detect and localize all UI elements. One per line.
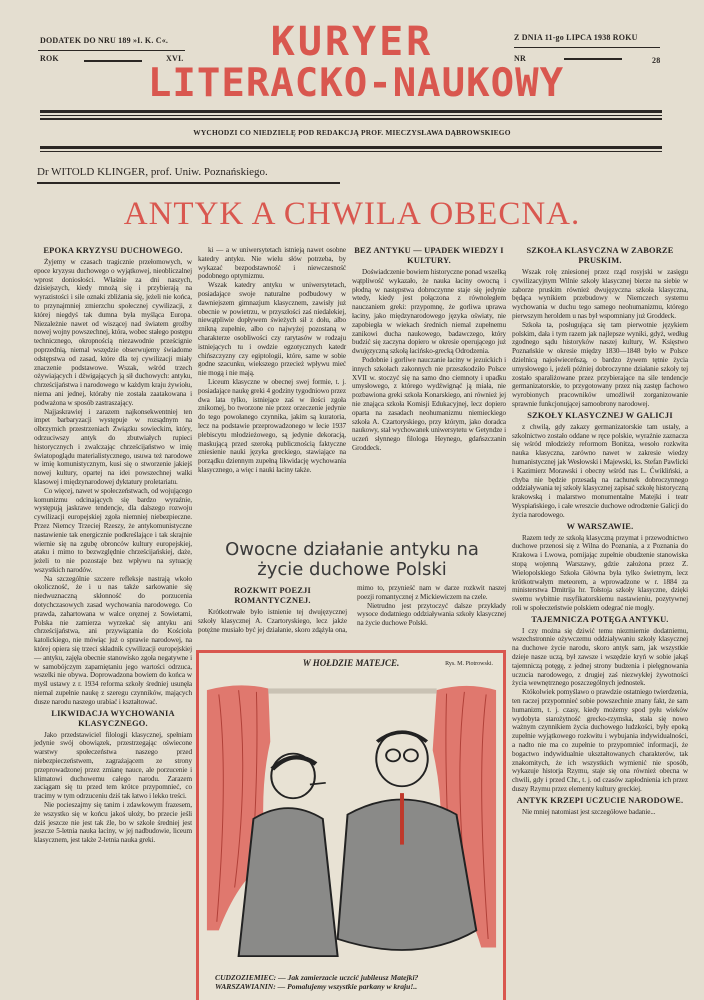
paragraph: Nie mniej natomiast jest szczegółowe badanie... bbox=[522, 807, 656, 816]
section-heading: LIKWIDACJA WYCHOWANIA KLASYCZNEGO. bbox=[51, 708, 175, 728]
supplement-note: DODATEK DO NRU 189 »I. K. C«. bbox=[40, 36, 169, 45]
masthead-title-line1: KURYER bbox=[270, 19, 434, 65]
paragraph: Nie pocieszajmy się tanim i zdawkowym frazesem, że wszystko się w końcu jakoś ułoży, bo przecie jeśli dziś jeszcze nie jest tak źle, bo w szkole średniej jest jeszcze 5-letnia nauka łaciny, w jej nadbudowie, liceum klasycznem, jest także 2-letnia nauka greki. bbox=[34, 801, 192, 845]
paragraph: Na szczególnie szczere refleksje nastrają wkoło okoliczność, że i u nas także sarkowanie się niedwuznaczną skłonność do porzucenia dotychczasowych zasad wychowania narodowego. Co prawda, zahartowana w walce oręznej z Sowietami, Polska nie zamierza wyrzekać się antyku ani chrześcijaństwa, ani przywiązania do Kościoła katolickiego, nie mówiąc już o sprawie narodowej, na której opiera się trzeci składnik cywilizacji europejskiej — antyku, zajęła obecnie stanowisko zgoła negatywne i w samobójczym zapamiętaniu jego wartości odrzuca, wszelki nie obywa. Doprowadzona bowiem do końca w myśl ustawy z r. 1934 reforma szkoły średniej usunęła niemal zupełnie naukę z szeregu czynników, mających dusze narodu naszego urabiać i kształtować. bbox=[34, 574, 192, 706]
column-2-top bbox=[198, 246, 346, 475]
paragraph: Co więcej, nawet w społeczeństwach, od wojującego komunizmu odcinających się bardzo wyraźnie, występują jaskrawe tendencje, dla dalszego rozwoju cywilizacji europejskiej zgoła niemniej niebezpieczne. Przez Niemcy Trzeciej Rzeszy, że antykomunistyczne nastawienie tak energicznie podkreślające i tak skrajnie wiernie się na zgubę obronców kultury europejskiej, ataku i mimo to bezwzględnie chrześcijańskiej, daże, jeżeli to nie pozostaje bez wpływu na sytuację wszystkich narodów. bbox=[34, 486, 192, 574]
column-1 bbox=[34, 244, 192, 845]
section-heading: BEZ ANTYKU — UPADEK WIEDZY I KULTURY. bbox=[354, 246, 504, 265]
column-4 bbox=[512, 244, 688, 817]
paragraph: Wszak rolę zniesionej przez rząd rosyjski w zasięgu cywilizacyjnym Wilnie szkoły klasycznej bierze na siebie w zaborze pruskim również dwujęzyczna szkoła klasyczna, będąca wynikiem przebudowy w Niemczech systemu wychowania w duchu tego samego neohumanizmu, którego pierwszym heroldem u nas był wspomniany już Groddeck. bbox=[512, 268, 688, 320]
section-heading: SZKOŁY KLASYCZNEJ W GALICJI bbox=[527, 410, 673, 420]
cartoon-frame bbox=[196, 650, 506, 1000]
paragraph: I czy można się dziwić temu niezmiernie dodatniemu, wszechstronnie ożywczemu oddziaływaniu szkoły klasycznej na duchowe życie narodu, skoro antyk sam, jak wszystkie dzieje nasze uczą, był zawsze i wszędzie kryń w sobie jakąś tajemniczą potęgę, z jednej strony budzenia i pielęgnowania uczucia narodowego, z drugiej zaś niezwykłej żywotności życia wewnętrznego poszczególnych jednostek. bbox=[512, 626, 688, 688]
year-value: XVI. bbox=[166, 54, 184, 63]
section-heading: W WARSZAWIE. bbox=[566, 521, 634, 531]
masthead-title-line2: LITERACKO-NAUKOWY bbox=[147, 61, 565, 106]
section-heading: ROZKWIT POEZJI ROMANTYCZNEJ. bbox=[234, 586, 311, 605]
paragraph: Jako przedstawiciel filologji klasycznej, spełniam jedynie swój obowiązek, przestrzegając oświecone warstwy społeczeństwa naszego przed niebezpieczeństwem, zagrażającem ze strony przeprowadzonej przez zmianę nauce, ale porzucenie i klimatowi duchowemu całego narodu. Zarazem zaciągam się tu przed tem krótce przypomnieć, co tracimy w tym odrzuceniu dziś tak łatwo i lekko treści. bbox=[34, 730, 192, 801]
paragraph: ki — a w uniwersytetach istnieją nawet osobne katedry antyku. Nie wielu słów potrzeba, by wykazać bezpodstawność i niewczesność podobnego optymizmu. bbox=[198, 246, 346, 281]
cartoon-title: W HOŁDZIE MATEJCE. bbox=[302, 658, 400, 668]
number-label: NR bbox=[514, 54, 526, 63]
paragraph: Doświadczenie bowiem historyczne ponad wszelką wątpliwość wykazało, że nauka łaciny owocną i płodną w następstwa dobroczynne staje się jedynie wtedy, kiedy jest połączona z równoległem nauczaniem greki: przypomnę, że gorliwa uprawa łaciny, jako międzynarodowego języka oświaty, nie zapobiegła w wiekach średnich niemal zupełnemu zanikowi ducha naukowego, badawczego, który budzić się zaczyna dopiero w okresie operującego już dwujęzyczną szkołą łacińsko-grecką Odrodzenia. bbox=[352, 268, 506, 356]
paragraph: z chwilą, gdy zakazy germanizatorskie tam ustały, a szkolnictwo zostało oddane w ręce polskie, wyraźnie zaznacza się wśród młodzieży reformom Bonitza, wesoło rozkwita nauka klasyczna, zarówno nawet w zakresie wiedzy humanistycznej jak Wesłowski i Majewski, ks. Stefan Pawlicki i Kazimierz Morawski i obecny wśród nas L. Ćwikliński, a chyba nie będzie przesadą na rachunek dobroczynnego oddziaływania tej szkoły klasycznej zapisać szkołę historyczną krakowską i malarstwo monumentalne Matejki i teatr Wyspiańskiego, i całe wreszcie duchowe odrodzenie Galicji do życia narodowego. bbox=[512, 422, 688, 519]
paragraph: Najjaskrawiej i zarazem najkonsekwentniej ten impet barbaryzacji występuje w rozsądnym na olbrzymich przestrzeniach Związku sowieckim, który, odrzuciwszy antyk do zbutwiałych rupieci historycznych i zwalczając chrześcijaństwo w imię światopoglądu materialistycznego, usuwa też narodowe w imię komunistycznym, kusi się o stworzenie jakiejś nowej kultury, opartej na idei powszechnej walki klasowej i międzynarodowej dyktatury proletariatu. bbox=[34, 407, 192, 486]
author-byline: Dr WITOLD KLINGER, prof. Uniw. Poznańskiego. bbox=[37, 166, 268, 178]
subheadline: Owocne działanie antyku na życie duchowe Polski bbox=[225, 539, 479, 580]
paragraph: Liceum klasyczne w obecnej swej formie, t. j. posiadające naukę greki 4 godziny tygodniowo przez dwa lata tylko, istniejące zaś w ilości zgoła znikomej, bo tworzone nie przez orzeczenie jedynie do tego powołanego czynnika, jakim są kuratoria, lecz na podstawie przeprowadzonego w lecie 1937 plebiscytu młodzieżowego, są jedynie dekoracją, maskującą przed szeroką publicznością faktyczne zniesienie nauki języka greckiego, stawiające na porządku dziennym zupełną likwidację wychowania klasycznego, a więc i nauki łaciny także. bbox=[198, 377, 346, 474]
year-label: ROK bbox=[40, 54, 59, 63]
editor-line: WYCHODZI CO NIEDZIELĘ POD REDAKCJĄ PROF. MIECZYSŁAWA DĄBROWSKIEGO bbox=[193, 128, 511, 137]
cartoon-artist: Rys. M. Piotrowski. bbox=[445, 661, 493, 667]
number-value: 28 bbox=[652, 56, 661, 65]
issue-date: Z DNIA 11-go LIPCA 1938 ROKU bbox=[514, 33, 638, 42]
paragraph: Podobnie i gorliwe nauczanie łaciny w jezuickich i innych szkołach zakonnych nie przeszkodziło Polsce XVII w. stoczyć się na samo dno ciemnoty i upadku umysłowego, z którego wydźwignąć ją miała, nie pozbawiona greki szkoła Konarskiego, ani również jej nie znająca szkoła Komisji Edukacyjnej, lecz dopiero oparta na zasadach neohumanizmu niemieckiego szkoła A. Czartoryskiego, przy którym, jako doradca naukowy, stał wychowanek uniwersytetu w Getyndze i uczeń słynnego filologa Heynego, gdańszczanin Groddeck. bbox=[352, 355, 506, 452]
section-heading: ANTYK KRZEPI UCZUCIE NARODOWE. bbox=[516, 795, 684, 805]
paragraph: Razem tedy ze szkołą klasyczną przymat i przewodnictwo duchowe przenosi się z Wilna do Poznania, a z Poznania do Krakowa i Lwowa, pomijając zupełnie obudzenie stanowiska stopą wojenną Warszawy, gdzie założona przez Z. Wielopolskiego Szkoła Główna była tylko świetnym, lecz krótkotrwałym meteorem, a wprowadzone w r. 1884 za ministerstwa Dmitrija hr. Tołstoja szkoły klasyczne, dzięki swemu wybitnie rusyfikatorskiemu nastawieniu, pozytywnej roli w społeczeństwie polskiem odegrać nie mogły. bbox=[512, 533, 688, 612]
article-headline: ANTYK A CHWILA OBECNA. bbox=[123, 196, 581, 232]
section-heading: SZKOŁA KLASYCZNA W ZABORZE PRUSKIM. bbox=[526, 246, 674, 265]
paragraph: Szkoła ta, posługująca się tam pierwotnie językiem polskim, dała i tym razem jak najlepsze wyniki, gdyż, według zgodnego sądu historyków naszej kultury, W. Księstwo Poznańskie w okresie między 1830—1848 było w Polsce dzielnicą najoświeceńszą, o bardzo żywem tętnie życia umysłowego i, jeżeli później dobroczynne działanie szkoły tej zostało sparaliżowane przez przybierające na sile tendencje germanizatorskie, to przygotowany przez nią zastęp fachowo wyrobionych pracowników umożliwił zorganizowanie sprawnie funkcjonującej samoobrony narodowej. bbox=[512, 320, 688, 408]
section-heading: TAJEMNICZA POTĘGA ANTYKU. bbox=[531, 614, 669, 624]
cartoon-illustration bbox=[199, 673, 503, 969]
section-heading: EPOKA KRYZYSU DUCHOWEGO. bbox=[43, 246, 183, 255]
cartoon-caption-line1: CUDZOZIEMIEC: — Jak zamierzacie uczcić jubileusz Matejki? bbox=[215, 973, 419, 982]
rozkwit-section bbox=[198, 584, 506, 634]
column-3-top bbox=[352, 244, 506, 453]
paragraph: Któkolwiek pomyślawo o prawdzie ostatniego twierdzenia, ten raczej przypomnieć sobie powszechnie znany fakt, że sam humanizm, t. j. czasy, kiedy możemy spod pyłu wieków wydobyta starożytność grecko-rzymska, stała się nowo ważnym czynnikiem życia duchowego ludzkości, były epoką zupełnie wyjątkowego rozkwitu i wybujania indywidualności, a nadto nie ma co zupełnie to przypomnieć informacji, że bogactwo indywidualnie ukształtowanych charakterów, tak znakomitych, że ich wszystkich wymienić nie sposób, wykazuje historja Rzymu, staje się ona również obecna w chwili, gdy i przed Chr., t. j. od czasów zapłodnienia ich przez duszy Rzymu przez elementy kultury greckiej. bbox=[512, 688, 688, 794]
paragraph: Nietrudno jest przytoczyć dalsze przykłady wysoce dodatniego oddziaływania szkoły klasycznej na życie duchowe Polski. bbox=[357, 601, 506, 628]
cartoon-caption-line2: WARSZAWIANIN: — Pomalujemy wszystkie parkany w kraju!.. bbox=[215, 982, 418, 991]
paragraph: Wszak katedry antyku w uniwersytetach, posiadające swoje naturalne podbudowy w dawniejszem gimnazjum klasycznem, zawisły już obecnie w powietrzu, w przyszłości zaś niedalekiej, niewątpliwie dopływem świeżych sił z dołu, albo znikną zupełnie, albo co najwyżej pozostaną w charakterze osobliwości czy rarytasów w rodzaju istniejących tu i owdzie egzotycznych katedr chińszczyzny czy egiptologii, które, same w sobie godne szacunku, wiekszego przecież wpływu mieć nie mogą i nie mają. bbox=[198, 281, 346, 378]
paragraph: Żyjemy w czasach tragicznie przełomowych, w epoce kryzysu duchowego o wyjątkowej, nieobliczalnej wprost doniosłości. Właśnie za dni naszych, dzisiejszych, kiedy mnożą się i przybierają na wyrazistości i sile oznaki zbliżania się, jeżeli nie końca, to przynajmniej zmierzchu społecznej cywilizacji, z której niegdyś tak dumna była myśląca Europa. Niezależnie nawet od wiszącej nad światem groźby nowej wojny powszechnej, która, wobec stałego postępu technicznego, okropnością niezawodnie prześcignie poprzednią, niemal wszędzie obserwujemy świadome odstępstwa od zasad, które dla tej cywilizacji miały znaczenie podstawowe. Wszak, wśród trzech ożywiających i dźwigających ją sił duchowych: antyku, chrześcijaństwa i narodowego w każdym kraju żywiołu, niema ani jednej, któraby nie została zaatakowana i podważona w sposób zastraszający. bbox=[34, 258, 192, 407]
paragraph: Krótkotrwałe było istnienie tej dwujęzycznej szkoły klasycznej A. Czartoryskiego, lecz jakże potężne musiało być jej działanie, skoro zdążyła ona, mimo to, przynieść nam w darze rozkwit naszej poezji romantycznej z Mickiewiczem na czele. bbox=[198, 584, 506, 634]
